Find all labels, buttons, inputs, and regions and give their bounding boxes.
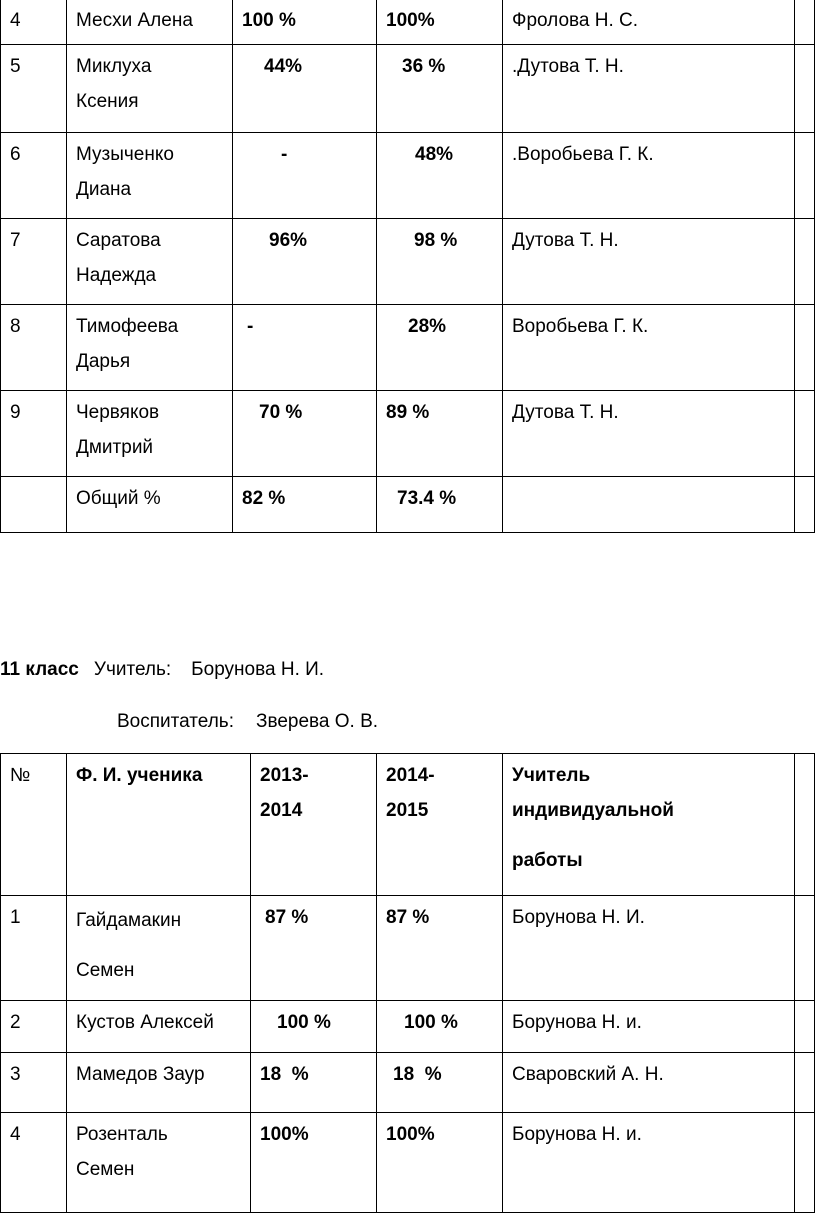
- table-row: [1, 0, 815, 45]
- table-row: [1, 391, 815, 477]
- row-number: 6: [10, 144, 21, 165]
- percent-2014-2015: 18 %: [393, 1064, 442, 1085]
- percent-2014-2015: 28%: [408, 316, 447, 337]
- row-number: 8: [10, 316, 21, 337]
- total-2013-2014: 82 %: [242, 488, 286, 509]
- percent-2013-2014: 70 %: [259, 402, 303, 423]
- percent-2014-2015: 48%: [415, 144, 454, 165]
- header-number: №: [10, 765, 31, 786]
- percent-2013-2014: 100 %: [242, 10, 296, 31]
- percent-2013-2014: 96%: [269, 230, 308, 251]
- tutor-header: [117, 710, 378, 734]
- percent-2014-2015: 100%: [386, 1124, 435, 1145]
- teacher-name: Борунова Н. И.: [512, 907, 645, 928]
- student-name: Тимофеева Дарья: [76, 316, 179, 372]
- percent-2014-2015: 100 %: [404, 1012, 458, 1033]
- total-2014-2015: 73.4 %: [397, 488, 457, 509]
- teacher-name: Воробьева Г. К.: [512, 316, 649, 337]
- table-header-row: [1, 754, 815, 896]
- teacher-name: Дутова Т. Н.: [512, 402, 619, 423]
- row-number: 7: [10, 230, 21, 251]
- total-label: Общий %: [76, 488, 161, 509]
- percent-2014-2015: 89 %: [386, 402, 430, 423]
- student-name: Кустов Алексей: [76, 1012, 214, 1033]
- row-number: 3: [10, 1064, 21, 1085]
- student-name: Миклуха Ксения: [76, 56, 152, 112]
- student-name: Гайдамакин Семен: [76, 910, 182, 981]
- table-row: [1, 219, 815, 305]
- percent-2014-2015: 36 %: [402, 56, 446, 77]
- row-number: 4: [10, 1124, 21, 1145]
- teacher-name: Дутова Т. Н.: [512, 230, 619, 251]
- row-number: 9: [10, 402, 21, 423]
- percent-2013-2014: 100 %: [277, 1012, 331, 1033]
- percent-2013-2014: -: [247, 316, 254, 337]
- student-name: Червяков Дмитрий: [76, 402, 160, 458]
- table-row: [1, 896, 815, 1001]
- table-row: [1, 133, 815, 219]
- teacher-name: Сваровский А. Н.: [512, 1064, 664, 1085]
- total-row: [1, 477, 815, 533]
- percent-2014-2015: 98 %: [414, 230, 458, 251]
- class-teacher-name: Борунова Н. И.: [191, 659, 325, 680]
- table-row: [1, 1113, 815, 1213]
- student-name: Мамедов Заур: [76, 1064, 205, 1085]
- teacher-name: .Дутова Т. Н.: [512, 56, 624, 77]
- results-table-top: [0, 0, 815, 533]
- header-teacher: Учитель индивидуальной работы: [512, 765, 674, 871]
- results-table-class-11: [0, 753, 815, 1213]
- row-number: 2: [10, 1012, 21, 1033]
- percent-2013-2014: -: [281, 144, 288, 165]
- teacher-name: Борунова Н. и.: [512, 1012, 642, 1033]
- percent-2013-2014: 44%: [264, 56, 303, 77]
- header-2013-2014: 2013- 2014: [260, 765, 309, 821]
- table-row: [1, 1001, 815, 1053]
- table-row: [1, 45, 815, 133]
- tutor-label: Воспитатель:: [117, 711, 234, 732]
- teacher-name: Фролова Н. С.: [512, 10, 639, 31]
- student-name: Музыченко Диана: [76, 144, 174, 200]
- header-2014-2015: 2014- 2015: [386, 765, 435, 821]
- tutor-name: Зверева О. В.: [255, 711, 379, 732]
- student-name: Месхи Алена: [76, 10, 193, 31]
- teacher-name: .Воробьева Г. К.: [512, 144, 654, 165]
- table-row: [1, 1053, 815, 1113]
- percent-2013-2014: 87 %: [265, 907, 309, 928]
- percent-2014-2015: 87 %: [386, 907, 430, 928]
- percent-2014-2015: 100%: [386, 10, 435, 31]
- student-name: Саратова Надежда: [76, 230, 161, 286]
- teacher-label: Учитель:: [93, 659, 172, 680]
- row-number: 4: [10, 10, 21, 31]
- teacher-name: Борунова Н. и.: [512, 1124, 642, 1145]
- student-name: Розенталь Семен: [76, 1124, 168, 1180]
- header-student-name: Ф. И. ученика: [76, 765, 203, 786]
- class-label: 11 класс: [0, 659, 79, 680]
- table-row: [1, 305, 815, 391]
- percent-2013-2014: 18 %: [260, 1064, 309, 1085]
- class-header: [0, 658, 324, 682]
- row-number: 5: [10, 56, 21, 77]
- percent-2013-2014: 100%: [260, 1124, 309, 1145]
- row-number: 1: [10, 907, 21, 928]
